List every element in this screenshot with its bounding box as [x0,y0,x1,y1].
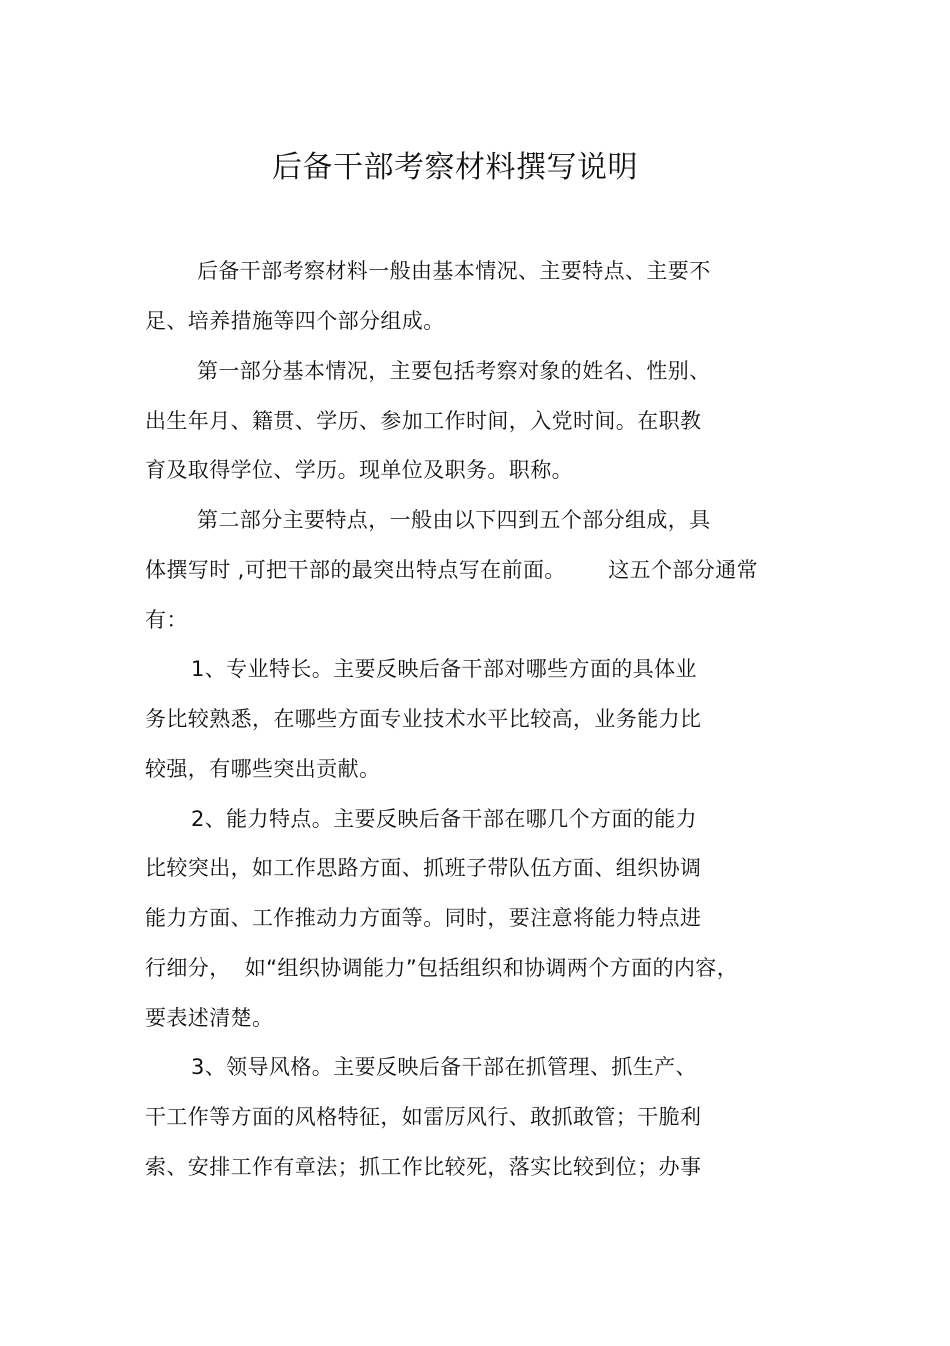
paragraph-line: 有： [145,608,188,632]
paragraph-line: 能力方面、工作推动力方面等。同时，要注意将能力特点进 [145,906,702,930]
document-title: 后备干部考察材料撰写说明 [272,150,638,185]
paragraph-line: 比较突出，如工作思路方面、抓班子带队伍方面、组织协调 [145,856,702,880]
paragraph-line: 3、领导风格。主要反映后备干部在抓管理、抓生产、 [191,1055,697,1079]
paragraph-line: 行细分， 如“组织协调能力”包括组织和协调两个方面的内容， [145,956,739,980]
paragraph-line: 足、培养措施等四个部分组成。 [145,309,445,333]
paragraph-line: 索、安排工作有章法；抓工作比较死，落实比较到位；办事 [145,1155,702,1179]
paragraph-line: 出生年月、籍贯、学历、参加工作时间，入党时间。在职教 [145,409,702,433]
paragraph-line: 体撰写时 ,可把干部的最突出特点写在前面。 这五个部分通常 [145,558,758,582]
paragraph-line: 育及取得学位、学历。现单位及职务。职称。 [145,458,573,482]
paragraph-line: 2、能力特点。主要反映后备干部在哪几个方面的能力 [191,807,697,831]
paragraph-line: 第二部分主要特点，一般由以下四到五个部分组成，具 [197,508,711,532]
paragraph-line: 第一部分基本情况，主要包括考察对象的姓名、性别、 [197,359,711,383]
paragraph-line: 务比较熟悉，在哪些方面专业技术水平比较高，业务能力比 [145,707,702,731]
paragraph-line: 较强，有哪些突出贡献。 [145,757,381,781]
paragraph-line: 要表述清楚。 [145,1006,274,1030]
paragraph-line: 干工作等方面的风格特征，如雷厉风行、敢抓敢管；干脆利 [145,1105,702,1129]
paragraph-line: 后备干部考察材料一般由基本情况、主要特点、主要不 [197,259,711,283]
paragraph-line: 1、专业特长。主要反映后备干部对哪些方面的具体业 [191,657,697,681]
